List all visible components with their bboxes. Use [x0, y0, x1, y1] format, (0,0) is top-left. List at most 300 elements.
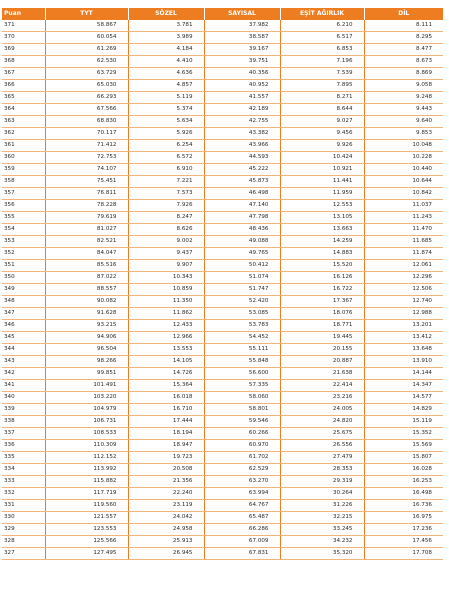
cell-esit-agirlik: 17.367 — [280, 296, 364, 308]
cell-sayisal: 38.587 — [204, 32, 280, 44]
cell-sozel: 19.723 — [128, 452, 204, 464]
cell-sozel: 6.254 — [128, 140, 204, 152]
cell-puan: 327 — [2, 548, 45, 560]
cell-sayisal: 50.412 — [204, 260, 280, 272]
cell-sozel: 7.573 — [128, 188, 204, 200]
cell-sayisal: 62.529 — [204, 464, 280, 476]
table-row — [2, 524, 443, 536]
cell-sayisal: 44.593 — [204, 152, 280, 164]
cell-sayisal: 60.970 — [204, 440, 280, 452]
cell-tyt: 101.491 — [45, 380, 128, 392]
cell-puan: 350 — [2, 272, 45, 284]
cell-esit-agirlik: 25.675 — [280, 428, 364, 440]
cell-puan: 332 — [2, 488, 45, 500]
table-row — [2, 428, 443, 440]
cell-sayisal: 55.848 — [204, 356, 280, 368]
cell-sayisal: 40.952 — [204, 80, 280, 92]
cell-esit-agirlik: 29.319 — [280, 476, 364, 488]
table-row — [2, 284, 443, 296]
cell-dil: 16.253 — [364, 476, 443, 488]
cell-sayisal: 65.487 — [204, 512, 280, 524]
table-row — [2, 380, 443, 392]
cell-esit-agirlik: 15.520 — [280, 260, 364, 272]
cell-esit-agirlik: 24.005 — [280, 404, 364, 416]
cell-esit-agirlik: 30.264 — [280, 488, 364, 500]
table-row — [2, 20, 443, 32]
cell-sozel: 4.410 — [128, 56, 204, 68]
table-row — [2, 308, 443, 320]
cell-sozel: 18.194 — [128, 428, 204, 440]
header-dil: DİL — [364, 8, 443, 20]
table-row — [2, 272, 443, 284]
cell-tyt: 70.117 — [45, 128, 128, 140]
cell-tyt: 106.731 — [45, 416, 128, 428]
cell-esit-agirlik: 14.883 — [280, 248, 364, 260]
cell-sozel: 17.444 — [128, 416, 204, 428]
cell-sayisal: 53.085 — [204, 308, 280, 320]
cell-sayisal: 47.140 — [204, 200, 280, 212]
cell-sayisal: 45.873 — [204, 176, 280, 188]
table-row — [2, 32, 443, 44]
cell-tyt: 85.516 — [45, 260, 128, 272]
cell-sozel: 12.966 — [128, 332, 204, 344]
cell-tyt: 72.753 — [45, 152, 128, 164]
table-row — [2, 440, 443, 452]
cell-tyt: 88.557 — [45, 284, 128, 296]
cell-sayisal: 45.222 — [204, 164, 280, 176]
cell-sayisal: 53.783 — [204, 320, 280, 332]
cell-esit-agirlik: 20.887 — [280, 356, 364, 368]
cell-puan: 343 — [2, 356, 45, 368]
cell-sayisal: 46.498 — [204, 188, 280, 200]
cell-esit-agirlik: 11.441 — [280, 176, 364, 188]
cell-dil: 17.456 — [364, 536, 443, 548]
cell-dil: 15.119 — [364, 416, 443, 428]
cell-sayisal: 59.546 — [204, 416, 280, 428]
cell-dil: 10.228 — [364, 152, 443, 164]
cell-sozel: 5.374 — [128, 104, 204, 116]
cell-dil: 9.058 — [364, 80, 443, 92]
cell-dil: 16.736 — [364, 500, 443, 512]
cell-dil: 15.352 — [364, 428, 443, 440]
cell-dil: 8.295 — [364, 32, 443, 44]
header-sayisal: SAYISAL — [204, 8, 280, 20]
cell-esit-agirlik: 18.076 — [280, 308, 364, 320]
cell-puan: 366 — [2, 80, 45, 92]
cell-tyt: 61.269 — [45, 44, 128, 56]
cell-dil: 9.248 — [364, 92, 443, 104]
cell-tyt: 87.022 — [45, 272, 128, 284]
cell-sayisal: 64.767 — [204, 500, 280, 512]
cell-dil: 8.477 — [364, 44, 443, 56]
cell-sozel: 3.781 — [128, 20, 204, 32]
cell-puan: 362 — [2, 128, 45, 140]
cell-sozel: 25.913 — [128, 536, 204, 548]
table-row — [2, 140, 443, 152]
cell-esit-agirlik: 9.027 — [280, 116, 364, 128]
cell-puan: 365 — [2, 92, 45, 104]
cell-puan: 361 — [2, 140, 45, 152]
cell-tyt: 66.293 — [45, 92, 128, 104]
cell-sayisal: 66.286 — [204, 524, 280, 536]
table-row — [2, 236, 443, 248]
cell-dil: 9.443 — [364, 104, 443, 116]
table-row — [2, 104, 443, 116]
cell-dil: 10.644 — [364, 176, 443, 188]
cell-sayisal: 51.074 — [204, 272, 280, 284]
cell-tyt: 65.030 — [45, 80, 128, 92]
cell-tyt: 110.309 — [45, 440, 128, 452]
cell-sayisal: 55.111 — [204, 344, 280, 356]
cell-sozel: 4.184 — [128, 44, 204, 56]
cell-dil: 9.640 — [364, 116, 443, 128]
cell-sayisal: 39.751 — [204, 56, 280, 68]
cell-puan: 351 — [2, 260, 45, 272]
table-header — [2, 8, 443, 20]
cell-esit-agirlik: 7.895 — [280, 80, 364, 92]
cell-sozel: 15.364 — [128, 380, 204, 392]
cell-sozel: 4.857 — [128, 80, 204, 92]
cell-dil: 8.673 — [364, 56, 443, 68]
cell-dil: 16.975 — [364, 512, 443, 524]
table-row — [2, 188, 443, 200]
table-row — [2, 68, 443, 80]
cell-puan: 358 — [2, 176, 45, 188]
table-row — [2, 128, 443, 140]
cell-esit-agirlik: 10.921 — [280, 164, 364, 176]
table-row — [2, 224, 443, 236]
cell-tyt: 62.530 — [45, 56, 128, 68]
cell-dil: 14.829 — [364, 404, 443, 416]
cell-dil: 12.988 — [364, 308, 443, 320]
header-sozel: SÖZEL — [128, 8, 204, 20]
cell-dil: 14.144 — [364, 368, 443, 380]
cell-dil: 11.874 — [364, 248, 443, 260]
cell-sozel: 21.356 — [128, 476, 204, 488]
cell-esit-agirlik: 14.259 — [280, 236, 364, 248]
cell-dil: 12.740 — [364, 296, 443, 308]
cell-dil: 11.243 — [364, 212, 443, 224]
cell-puan: 335 — [2, 452, 45, 464]
cell-sayisal: 43.966 — [204, 140, 280, 152]
cell-tyt: 99.851 — [45, 368, 128, 380]
cell-tyt: 94.906 — [45, 332, 128, 344]
cell-sayisal: 67.831 — [204, 548, 280, 560]
cell-tyt: 117.719 — [45, 488, 128, 500]
cell-sozel: 14.726 — [128, 368, 204, 380]
cell-puan: 364 — [2, 104, 45, 116]
cell-sayisal: 61.702 — [204, 452, 280, 464]
cell-esit-agirlik: 31.226 — [280, 500, 364, 512]
cell-puan: 328 — [2, 536, 45, 548]
table-row — [2, 368, 443, 380]
table-row — [2, 200, 443, 212]
table-row — [2, 164, 443, 176]
cell-sozel: 3.989 — [128, 32, 204, 44]
cell-dil: 12.296 — [364, 272, 443, 284]
cell-dil: 13.648 — [364, 344, 443, 356]
cell-dil: 10.842 — [364, 188, 443, 200]
cell-sozel: 10.859 — [128, 284, 204, 296]
cell-esit-agirlik: 33.245 — [280, 524, 364, 536]
header-tyt: TYT — [45, 8, 128, 20]
cell-dil: 13.412 — [364, 332, 443, 344]
cell-tyt: 81.027 — [45, 224, 128, 236]
cell-puan: 345 — [2, 332, 45, 344]
cell-sayisal: 49.765 — [204, 248, 280, 260]
cell-sozel: 7.221 — [128, 176, 204, 188]
cell-esit-agirlik: 7.539 — [280, 68, 364, 80]
cell-puan: 367 — [2, 68, 45, 80]
cell-puan: 347 — [2, 308, 45, 320]
table-row — [2, 536, 443, 548]
cell-puan: 370 — [2, 32, 45, 44]
cell-sozel: 13.553 — [128, 344, 204, 356]
cell-sayisal: 57.335 — [204, 380, 280, 392]
cell-puan: 344 — [2, 344, 45, 356]
cell-esit-agirlik: 20.155 — [280, 344, 364, 356]
cell-sayisal: 42.189 — [204, 104, 280, 116]
cell-tyt: 76.811 — [45, 188, 128, 200]
cell-tyt: 112.152 — [45, 452, 128, 464]
table-row — [2, 116, 443, 128]
cell-esit-agirlik: 19.445 — [280, 332, 364, 344]
cell-esit-agirlik: 27.479 — [280, 452, 364, 464]
cell-esit-agirlik: 23.216 — [280, 392, 364, 404]
cell-tyt: 125.566 — [45, 536, 128, 548]
cell-dil: 10.440 — [364, 164, 443, 176]
cell-puan: 369 — [2, 44, 45, 56]
cell-sozel: 8.247 — [128, 212, 204, 224]
cell-tyt: 113.992 — [45, 464, 128, 476]
cell-esit-agirlik: 9.926 — [280, 140, 364, 152]
cell-dil: 14.347 — [364, 380, 443, 392]
cell-esit-agirlik: 18.771 — [280, 320, 364, 332]
cell-tyt: 75.451 — [45, 176, 128, 188]
cell-esit-agirlik: 8.271 — [280, 92, 364, 104]
cell-tyt: 91.628 — [45, 308, 128, 320]
cell-esit-agirlik: 10.424 — [280, 152, 364, 164]
table-row — [2, 44, 443, 56]
cell-sayisal: 67.009 — [204, 536, 280, 548]
cell-sayisal: 42.755 — [204, 116, 280, 128]
cell-esit-agirlik: 35.320 — [280, 548, 364, 560]
cell-sozel: 8.626 — [128, 224, 204, 236]
cell-sozel: 5.926 — [128, 128, 204, 140]
cell-puan: 363 — [2, 116, 45, 128]
table-row — [2, 248, 443, 260]
cell-tyt: 67.566 — [45, 104, 128, 116]
cell-dil: 11.470 — [364, 224, 443, 236]
cell-tyt: 84.047 — [45, 248, 128, 260]
cell-tyt: 121.557 — [45, 512, 128, 524]
cell-tyt: 96.504 — [45, 344, 128, 356]
cell-tyt: 78.228 — [45, 200, 128, 212]
cell-tyt: 93.215 — [45, 320, 128, 332]
cell-tyt: 103.220 — [45, 392, 128, 404]
cell-tyt: 123.553 — [45, 524, 128, 536]
cell-puan: 352 — [2, 248, 45, 260]
table-row — [2, 500, 443, 512]
cell-tyt: 115.882 — [45, 476, 128, 488]
cell-sozel: 16.018 — [128, 392, 204, 404]
table-row — [2, 488, 443, 500]
cell-dil: 15.569 — [364, 440, 443, 452]
cell-dil: 8.111 — [364, 20, 443, 32]
cell-tyt: 71.412 — [45, 140, 128, 152]
cell-sayisal: 58.801 — [204, 404, 280, 416]
cell-dil: 11.685 — [364, 236, 443, 248]
cell-tyt: 74.107 — [45, 164, 128, 176]
cell-tyt: 104.979 — [45, 404, 128, 416]
header-puan: Puan — [2, 8, 45, 20]
cell-esit-agirlik: 22.414 — [280, 380, 364, 392]
cell-sayisal: 63.270 — [204, 476, 280, 488]
cell-dil: 16.498 — [364, 488, 443, 500]
table-row — [2, 56, 443, 68]
cell-dil: 12.506 — [364, 284, 443, 296]
header-esit-agirlik: EŞİT AĞIRLIK — [280, 8, 364, 20]
cell-sayisal: 47.798 — [204, 212, 280, 224]
cell-sayisal: 52.420 — [204, 296, 280, 308]
cell-tyt: 90.082 — [45, 296, 128, 308]
cell-dil: 9.853 — [364, 128, 443, 140]
cell-sayisal: 54.452 — [204, 332, 280, 344]
cell-sozel: 20.508 — [128, 464, 204, 476]
cell-sozel: 6.910 — [128, 164, 204, 176]
cell-sayisal: 63.994 — [204, 488, 280, 500]
table-row — [2, 512, 443, 524]
cell-esit-agirlik: 28.353 — [280, 464, 364, 476]
cell-dil: 13.201 — [364, 320, 443, 332]
table-row — [2, 344, 443, 356]
cell-puan: 355 — [2, 212, 45, 224]
cell-puan: 360 — [2, 152, 45, 164]
cell-puan: 348 — [2, 296, 45, 308]
cell-esit-agirlik: 7.196 — [280, 56, 364, 68]
cell-sozel: 4.636 — [128, 68, 204, 80]
cell-tyt: 60.054 — [45, 32, 128, 44]
cell-tyt: 68.830 — [45, 116, 128, 128]
cell-esit-agirlik: 32.215 — [280, 512, 364, 524]
cell-sozel: 10.343 — [128, 272, 204, 284]
cell-esit-agirlik: 6.853 — [280, 44, 364, 56]
cell-esit-agirlik: 21.638 — [280, 368, 364, 380]
cell-puan: 331 — [2, 500, 45, 512]
cell-puan: 333 — [2, 476, 45, 488]
cell-tyt: 79.619 — [45, 212, 128, 224]
cell-sozel: 11.862 — [128, 308, 204, 320]
table-row — [2, 416, 443, 428]
cell-sozel: 6.572 — [128, 152, 204, 164]
cell-esit-agirlik: 12.553 — [280, 200, 364, 212]
table-row — [2, 320, 443, 332]
cell-dil: 14.577 — [364, 392, 443, 404]
table-row — [2, 392, 443, 404]
cell-tyt: 98.266 — [45, 356, 128, 368]
cell-sayisal: 56.600 — [204, 368, 280, 380]
cell-sozel: 7.926 — [128, 200, 204, 212]
cell-puan: 357 — [2, 188, 45, 200]
cell-sozel: 5.119 — [128, 92, 204, 104]
cell-puan: 349 — [2, 284, 45, 296]
table-row — [2, 548, 443, 560]
cell-sozel: 24.042 — [128, 512, 204, 524]
table-row — [2, 296, 443, 308]
cell-esit-agirlik: 16.126 — [280, 272, 364, 284]
cell-puan: 337 — [2, 428, 45, 440]
cell-esit-agirlik: 13.105 — [280, 212, 364, 224]
cell-puan: 340 — [2, 392, 45, 404]
cell-sayisal: 37.982 — [204, 20, 280, 32]
cell-dil: 16.028 — [364, 464, 443, 476]
cell-puan: 336 — [2, 440, 45, 452]
cell-puan: 334 — [2, 464, 45, 476]
cell-esit-agirlik: 11.959 — [280, 188, 364, 200]
cell-dil: 11.037 — [364, 200, 443, 212]
cell-sozel: 11.350 — [128, 296, 204, 308]
cell-sayisal: 43.382 — [204, 128, 280, 140]
cell-tyt: 127.495 — [45, 548, 128, 560]
cell-sozel: 23.119 — [128, 500, 204, 512]
cell-esit-agirlik: 8.644 — [280, 104, 364, 116]
table-row — [2, 452, 443, 464]
cell-puan: 354 — [2, 224, 45, 236]
table-row — [2, 356, 443, 368]
cell-sozel: 9.437 — [128, 248, 204, 260]
table-row — [2, 464, 443, 476]
cell-dil: 17.236 — [364, 524, 443, 536]
table-row — [2, 476, 443, 488]
cell-esit-agirlik: 13.663 — [280, 224, 364, 236]
cell-dil: 17.708 — [364, 548, 443, 560]
cell-dil: 8.869 — [364, 68, 443, 80]
cell-esit-agirlik: 26.556 — [280, 440, 364, 452]
cell-sozel: 14.105 — [128, 356, 204, 368]
table-row — [2, 260, 443, 272]
cell-tyt: 58.867 — [45, 20, 128, 32]
cell-sozel: 9.002 — [128, 236, 204, 248]
cell-sozel: 16.710 — [128, 404, 204, 416]
cell-dil: 12.061 — [364, 260, 443, 272]
cell-sozel: 18.947 — [128, 440, 204, 452]
table-row — [2, 92, 443, 104]
cell-puan: 339 — [2, 404, 45, 416]
cell-puan: 338 — [2, 416, 45, 428]
cell-sayisal: 60.266 — [204, 428, 280, 440]
cell-tyt: 82.521 — [45, 236, 128, 248]
table-body — [2, 20, 443, 560]
cell-esit-agirlik: 34.232 — [280, 536, 364, 548]
cell-esit-agirlik: 9.456 — [280, 128, 364, 140]
cell-puan: 359 — [2, 164, 45, 176]
cell-puan: 342 — [2, 368, 45, 380]
cell-dil: 13.910 — [364, 356, 443, 368]
cell-sozel: 24.958 — [128, 524, 204, 536]
cell-esit-agirlik: 6.210 — [280, 20, 364, 32]
table-row — [2, 176, 443, 188]
table-row — [2, 80, 443, 92]
cell-puan: 329 — [2, 524, 45, 536]
cell-sayisal: 40.356 — [204, 68, 280, 80]
cell-puan: 356 — [2, 200, 45, 212]
cell-puan: 341 — [2, 380, 45, 392]
cell-esit-agirlik: 16.722 — [280, 284, 364, 296]
cell-sayisal: 51.747 — [204, 284, 280, 296]
cell-sozel: 12.433 — [128, 320, 204, 332]
table-row — [2, 212, 443, 224]
cell-esit-agirlik: 24.820 — [280, 416, 364, 428]
